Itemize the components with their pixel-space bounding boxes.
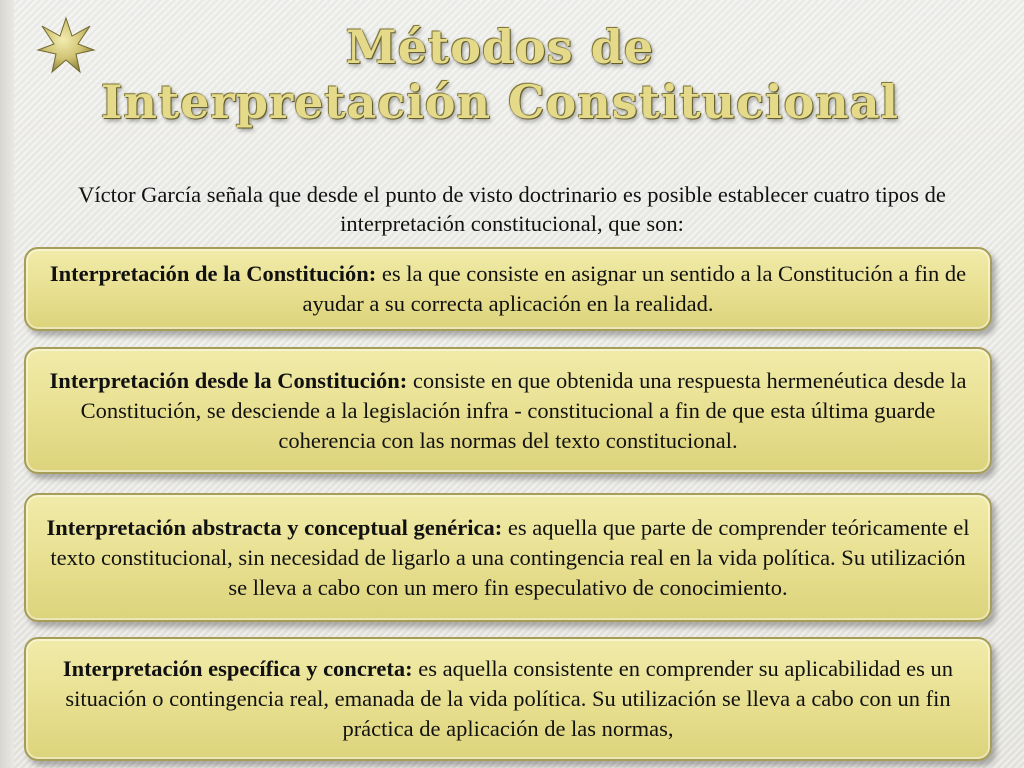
interpretation-card	[24, 347, 992, 474]
card-term: Interpretación específica y concreta:	[62, 656, 413, 681]
interpretation-card	[24, 247, 992, 331]
card-text: es aquella que parte de comprender teóricamente el texto constitucional, sin necesidad de ligarlo a una contingencia real en la vida política. Su utilización se lleva a cabo con un mero fin especulativo de conocimiento.	[50, 514, 970, 600]
intro-paragraph: Víctor García señala que desde el punto de visto doctrinario es posible establecer cuatro tipos de interpretación constitucional, que son:	[78, 182, 946, 236]
page-title	[100, 20, 900, 130]
star-icon	[36, 16, 96, 76]
card-text: es aquella consistente en comprender su aplicabilidad es un situación o contingencia real, emanada de la vida política. Su utilización se lleva a cabo con un fin práctica de aplicación de las normas,	[65, 656, 954, 741]
interpretation-card	[24, 493, 992, 622]
title-line-2: Interpretación Constitucional	[101, 75, 899, 129]
card-term: Interpretación desde la Constitución:	[49, 367, 408, 393]
interpretation-card	[24, 637, 992, 761]
card-term: Interpretación de la Constitución:	[49, 261, 377, 286]
left-edge-strip	[0, 0, 14, 768]
card-text: consiste en que obtenida una respuesta hermenéutica desde la Constitución, se desciende a la legislación infra - constitucional a fin de que esta última guarde coherencia con las normas del texto constitucional.	[80, 367, 967, 453]
card-text: es la que consiste en asignar un sentido a la Constitución a fin de ayudar a su correcta aplicación en la realidad.	[302, 261, 967, 316]
title-line-1: Métodos de	[345, 20, 655, 74]
card-term: Interpretación abstracta y conceptual genérica:	[46, 514, 503, 540]
